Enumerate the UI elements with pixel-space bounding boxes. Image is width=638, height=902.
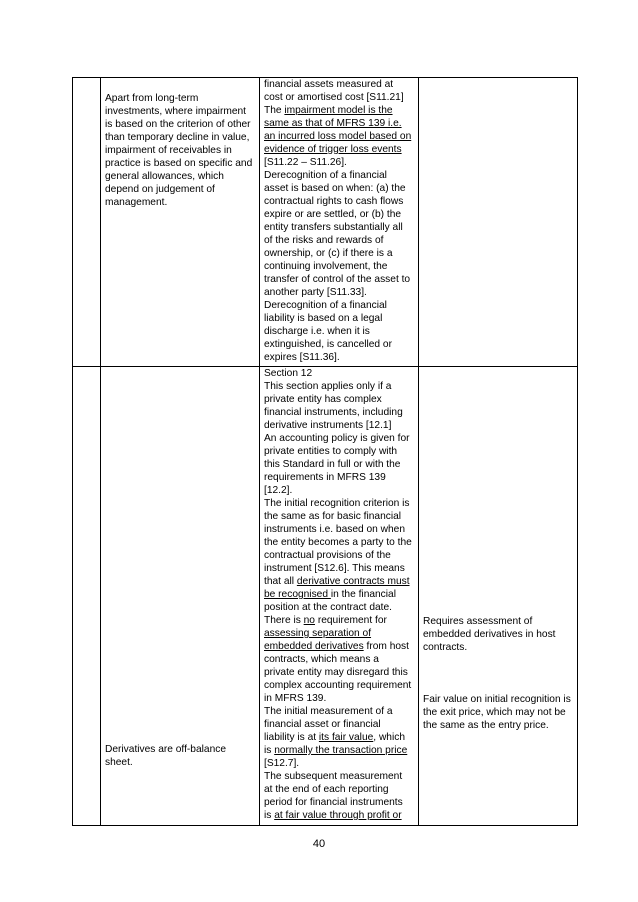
text-run: , which is: [264, 732, 405, 756]
paragraph: An accounting policy is given for private entities to comply with this Standard in full or with the requirements in MFRS 139 [12.2].: [264, 433, 410, 496]
table-cell-description: [101, 78, 260, 367]
paragraph: Derecognition of a financial liability is based on a legal discharge i.e. when it is extinguished, is cancelled or expires [S11.36].: [264, 300, 392, 363]
underlined-text: normally the transaction price: [274, 745, 408, 756]
underlined-text: no: [303, 615, 315, 626]
text-run: The initial recognition criterion is the same as for basic financial instruments i.e. based on when the entity becomes a party to the contractual provisions of the instrument [S12.6]. This means that all: [264, 498, 412, 587]
table-cell-standard: [260, 367, 419, 826]
impairment-description: Apart from long-term investments, where impairment is based on the criterion of other than temporary decline in value, impairment of receivables in practice is based on specific and general allowances, which depend on judgement of management.: [105, 93, 253, 208]
table-cell-empty: [73, 367, 101, 826]
derivatives-description: Derivatives are off-balance sheet.: [105, 744, 226, 768]
text-run: [S12.7].: [264, 758, 300, 769]
table-cell-notes: [419, 367, 578, 826]
table-cell-empty: [73, 78, 101, 367]
table-cell-notes: [419, 78, 578, 367]
embedded-derivatives-note: Requires assessment of embedded derivatives in host contracts.: [423, 616, 556, 653]
table-row: [73, 78, 578, 367]
paragraph: Derecognition of a financial asset is based on when: (a) the contractual rights to cash flows expire or are settled, or (b) the entity transfers substantially all of the risks and rewards of ownership, or (c) if there is a continuing involvement, the transfer of control of the asset to another party [S11.33].: [264, 170, 411, 298]
comparison-table: [72, 77, 578, 826]
table-cell-standard: [260, 78, 419, 367]
text-run: requirement for: [314, 615, 387, 626]
paragraph: [264, 104, 412, 169]
text-run: in the financial position at the contract date.: [264, 589, 396, 613]
paragraph: [264, 705, 412, 770]
fair-value-note: Fair value on initial recognition is the exit price, which may not be the same as the entry price.: [423, 694, 571, 731]
text-run: The subsequent measurement at the end of each reporting period for financial instruments is: [264, 771, 403, 821]
underlined-text: its fair value: [318, 732, 374, 743]
table-row: [73, 367, 578, 826]
underlined-text: derivative contracts must be recognised: [264, 576, 410, 600]
paragraph: This section applies only if a private entity has complex financial instruments, including derivative instruments [12.1]: [264, 381, 403, 431]
text-run: The initial measurement of a financial asset or financial liability is at: [264, 706, 393, 743]
text-run: from host contracts, which means a private entity may disregard this complex accounting requirement in MFRS 139.: [264, 641, 412, 704]
table-cell-description: [101, 367, 260, 826]
paragraph: [264, 770, 412, 822]
text-run: There is: [264, 615, 304, 626]
underlined-text: assessing separation of embedded derivatives: [264, 628, 372, 652]
text-run: The: [264, 105, 285, 116]
paragraph: [264, 614, 412, 705]
paragraph: [264, 497, 412, 614]
text-run: [S11.22 – S11.26].: [264, 157, 347, 168]
page-number: 40: [312, 838, 326, 850]
paragraph: financial assets measured at cost or amortised cost [S11.21]: [264, 79, 404, 103]
underlined-text: at fair value through profit or: [274, 810, 402, 821]
section-heading: Section 12: [264, 368, 313, 379]
underlined-text: impairment model is the same as that of MFRS 139 i.e. an incurred loss model based on evidence of trigger loss events: [264, 105, 412, 155]
